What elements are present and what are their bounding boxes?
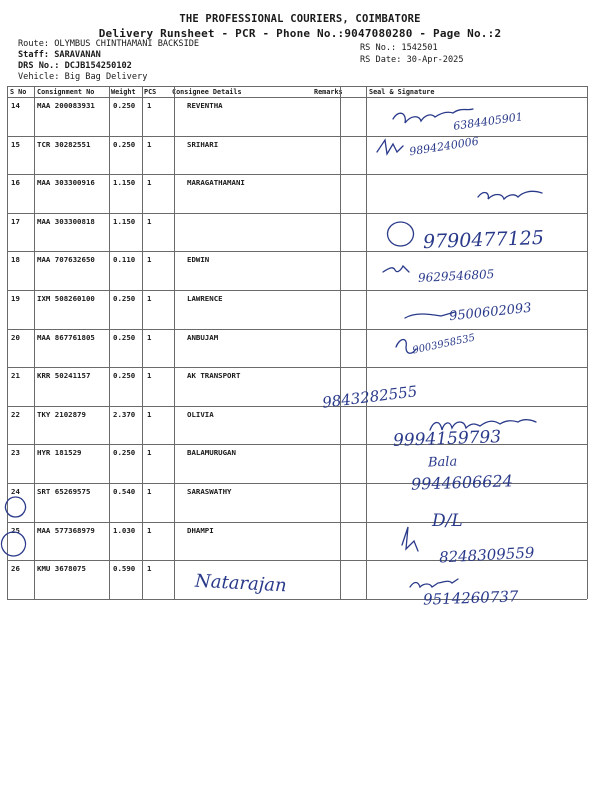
cell-sno: 14 — [11, 101, 20, 110]
cell-consignee: REVENTHA — [187, 101, 223, 110]
cell-consignment: KRR 50241157 — [37, 371, 91, 381]
handwriting-phone-18: 9629546805 — [417, 267, 495, 285]
cell-consignment: SRT 65269575 — [37, 486, 91, 496]
cell-weight: 0.250 — [113, 293, 136, 303]
cell-sno: 26 — [11, 564, 20, 574]
cell-consignee: OLIVIA — [187, 409, 214, 419]
cell-weight: 0.250 — [113, 139, 136, 149]
cell-weight: 0.250 — [113, 371, 136, 381]
table-row-rule — [7, 367, 587, 368]
cell-pcs: 1 — [147, 101, 152, 110]
cell-weight: 0.590 — [113, 564, 136, 574]
cell-pcs: 1 — [147, 139, 152, 149]
cell-pcs: 1 — [147, 486, 152, 496]
handwriting-phone-19: 9500602093 — [448, 300, 533, 325]
cell-weight: 0.250 — [113, 101, 136, 110]
rs-no-value: 1542501 — [401, 43, 438, 53]
vehicle-line — [18, 72, 147, 82]
route-label: Route: — [18, 39, 50, 49]
cell-sno: 18 — [11, 255, 20, 265]
table-row — [7, 174, 587, 213]
cell-sno: 22 — [11, 409, 20, 419]
cell-sno: 19 — [11, 293, 20, 303]
handwriting-phone-25: 8248309559 — [438, 543, 535, 567]
cell-consignment: MAA 707632650 — [37, 255, 95, 265]
table-column-rule — [587, 86, 588, 599]
cell-consignee: SRIHARI — [187, 139, 219, 149]
table-row-rule — [7, 251, 587, 252]
rs-no-line — [360, 43, 438, 53]
staff-line — [18, 50, 101, 60]
vehicle-label: Vehicle: — [18, 72, 60, 82]
table-row-rule — [7, 329, 587, 330]
cell-weight: 1.150 — [113, 216, 136, 226]
table-row — [7, 136, 587, 175]
cell-consignment: TCR 30282551 — [37, 139, 91, 149]
cell-consignment: MAA 867761805 — [37, 332, 95, 342]
table-row — [7, 251, 587, 290]
handwriting-phone-23: 9944606624 — [410, 471, 514, 494]
handwriting-name-23: Bala — [427, 454, 458, 471]
table-row-rule — [7, 174, 587, 175]
cell-weight: 0.110 — [113, 255, 136, 265]
cell-consignee: LAWRENCE — [187, 293, 223, 303]
cell-weight: 0.250 — [113, 448, 136, 458]
handwriting-phone-20: 9003958535 — [411, 332, 477, 357]
col-consignee: Consignee Details — [172, 88, 242, 96]
table-row-rule — [7, 290, 587, 291]
cell-sno: 25 — [11, 525, 20, 535]
table-row-rule — [7, 136, 587, 137]
cell-pcs: 1 — [147, 525, 152, 535]
cell-weight: 0.540 — [113, 486, 136, 496]
col-consignment: Consignment No — [37, 88, 95, 96]
route-value: OLYMBUS CHINTHAMANI BACKSIDE — [54, 39, 200, 49]
handwriting-phone-14: 6384405901 — [452, 110, 524, 133]
cell-sno: 21 — [11, 371, 20, 381]
table-row-rule — [7, 406, 587, 407]
cell-pcs: 1 — [147, 216, 152, 226]
cell-consignee: ANBUJAM — [187, 332, 219, 342]
col-weight: Weight — [111, 88, 136, 96]
cell-pcs: 1 — [147, 332, 152, 342]
rs-date-value: 30-Apr-2025 — [406, 55, 464, 65]
cell-pcs: 1 — [147, 293, 152, 303]
cell-consignment: HYR 181529 — [37, 448, 82, 458]
handwriting-phone-21: 9843282555 — [321, 382, 419, 412]
cell-pcs: 1 — [147, 448, 152, 458]
cell-consignee: EDWIN — [187, 255, 210, 265]
cell-consignment: TKY 2102879 — [37, 409, 86, 419]
cell-consignee: DHAMPI — [187, 525, 214, 535]
handwriting-phone-22: 9994159793 — [392, 427, 502, 451]
vehicle-value: Big Bag Delivery — [64, 72, 148, 82]
cell-pcs: 1 — [147, 178, 152, 188]
cell-consignee: SARASWATHY — [187, 486, 232, 496]
cell-consignment: MAA 200083931 — [37, 101, 95, 110]
route-line — [18, 39, 199, 49]
table-row — [7, 367, 587, 406]
runsheet-title: Delivery Runsheet - PCR - Phone No.:9047080280 - Page No.:2 — [98, 27, 502, 40]
table-body — [7, 97, 587, 599]
rs-date-line — [360, 55, 464, 65]
staff-label: Staff: — [18, 50, 50, 60]
cell-sno: 17 — [11, 216, 20, 226]
cell-consignment: IXM 508260100 — [37, 293, 95, 303]
staff-value: SARAVANAN — [54, 50, 101, 60]
cell-consignment: KMU 3678075 — [37, 564, 86, 574]
col-seal-signature: Seal & Signature — [369, 88, 435, 96]
cell-weight: 1.150 — [113, 178, 136, 188]
rs-date-label: RS Date: — [360, 55, 402, 65]
cell-sno: 16 — [11, 178, 20, 188]
cell-consignee: MARAGATHAMANI — [187, 178, 245, 188]
col-sno: S No — [10, 88, 27, 96]
cell-sno: 24 — [11, 486, 20, 496]
cell-pcs: 1 — [147, 255, 152, 265]
table-row — [7, 329, 587, 368]
handwriting-name-26: Natarajan — [194, 570, 288, 597]
cell-consignment: MAA 303300916 — [37, 178, 95, 188]
handwriting-phone-15: 9894240006 — [408, 134, 480, 159]
cell-pcs: 1 — [147, 409, 152, 419]
rs-no-label: RS No.: — [360, 43, 397, 53]
table-row-rule — [7, 86, 587, 87]
drs-label: DRS No.: — [18, 61, 60, 71]
cell-pcs: 1 — [147, 371, 152, 381]
handwriting-phone-17: 9790477125 — [422, 226, 545, 254]
cell-sno: 15 — [11, 139, 20, 149]
cell-sno: 23 — [11, 448, 20, 458]
cell-consignee: AK TRANSPORT — [187, 371, 241, 381]
drs-value: DCJB154250102 — [64, 61, 132, 71]
company-name: THE PROFESSIONAL COURIERS, COIMBATORE — [179, 13, 421, 25]
cell-weight: 1.030 — [113, 525, 136, 535]
cell-weight: 2.370 — [113, 409, 136, 419]
drs-line — [18, 61, 132, 71]
col-pcs: PCS — [144, 88, 157, 96]
cell-pcs: 1 — [147, 564, 152, 574]
cell-consignment: MAA 577368979 — [37, 525, 95, 535]
handwriting-phone-26: 9514260737 — [422, 587, 519, 609]
table-row-rule — [7, 522, 587, 523]
col-remarks: Remarks — [314, 88, 343, 96]
cell-weight: 0.250 — [113, 332, 136, 342]
table-header — [7, 86, 587, 97]
table-row-rule — [7, 213, 587, 214]
cell-consignee: BALAMURUGAN — [187, 448, 236, 458]
table-row-rule — [7, 97, 587, 98]
cell-sno: 20 — [11, 332, 20, 342]
cell-consignment: MAA 303300818 — [37, 216, 95, 226]
handwriting-dl-24: D/L — [432, 511, 463, 531]
